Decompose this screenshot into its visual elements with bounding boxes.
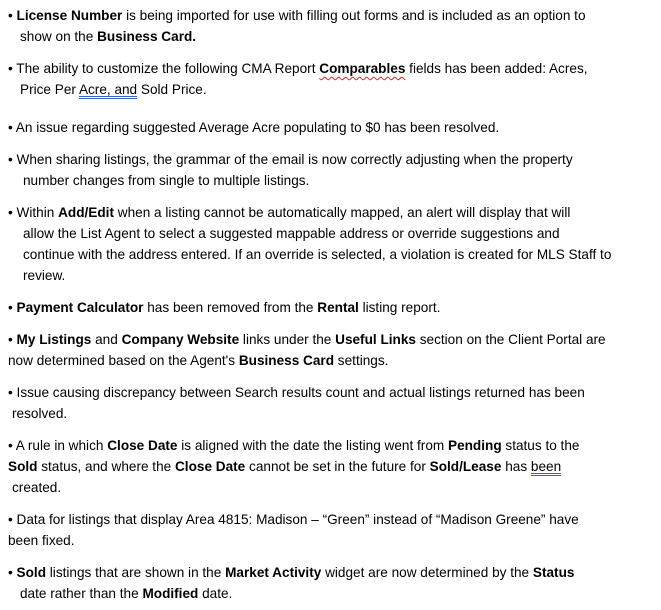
bold-text: Payment Calculator <box>16 300 144 315</box>
text-run: show on the <box>20 29 98 44</box>
text-run: listings that are shown in the <box>46 565 226 580</box>
text-run: • <box>8 300 17 315</box>
text-run: continue with the address entered. If an override is selected, a violation is created for MLS Staff to <box>23 247 612 262</box>
text-line <box>8 329 606 350</box>
text-line <box>8 509 579 530</box>
text-run: has been removed from the <box>143 300 318 315</box>
text-line <box>8 530 75 551</box>
text-run: been fixed. <box>8 533 75 548</box>
text-run: number changes from single to multiple listings. <box>23 173 310 188</box>
text-run: resolved. <box>12 406 68 421</box>
text-line <box>8 350 388 371</box>
text-run: created. <box>12 480 62 495</box>
text-run: now determined based on the Agent's <box>8 353 239 368</box>
bold-text: My Listings <box>16 332 92 347</box>
text-run: Acre, and <box>78 82 138 97</box>
bold-text: Sold/Lease <box>429 459 502 474</box>
bold-text: Pending <box>448 438 502 453</box>
text-line <box>23 170 309 191</box>
text-line <box>20 583 232 604</box>
bold-text: Business Card. <box>97 29 197 44</box>
text-line <box>8 562 574 583</box>
text-run: • Within <box>8 205 59 220</box>
text-line <box>8 297 440 318</box>
text-run: • <box>8 565 17 580</box>
text-line <box>8 58 588 79</box>
text-line <box>23 265 65 286</box>
text-run: status to the <box>501 438 580 453</box>
text-line <box>20 26 196 47</box>
bold-text: Comparables <box>319 61 406 76</box>
bold-text: Modified <box>142 586 199 601</box>
bold-text: Business Card <box>238 353 335 368</box>
text-line <box>8 382 585 403</box>
text-run: fields has been added: Acres, <box>405 61 588 76</box>
text-run: has <box>501 459 531 474</box>
text-line <box>8 149 573 170</box>
text-line <box>8 435 579 456</box>
bold-text: Close Date <box>107 438 178 453</box>
text-run: review. <box>23 268 66 283</box>
bold-text: Add/Edit <box>58 205 114 220</box>
text-run: • A rule in which <box>8 438 108 453</box>
text-run: • An issue regarding suggested Average Acre populating to $0 has been resolved. <box>8 120 500 135</box>
text-run: links under the <box>239 332 336 347</box>
text-run: • <box>8 332 17 347</box>
text-line <box>23 244 611 265</box>
text-run: listing report. <box>358 300 441 315</box>
text-line <box>8 456 561 477</box>
bold-text: Market Activity <box>225 565 322 580</box>
bold-text: License Number <box>16 8 123 23</box>
text-run: date rather than the <box>20 586 143 601</box>
bold-text: Close Date <box>174 459 246 474</box>
text-run: Sold Price. <box>137 82 207 97</box>
bold-text: Sold <box>16 565 46 580</box>
text-run: is being imported for use with filling out forms and is included as an option to <box>122 8 586 23</box>
text-run: status, and where the <box>37 459 175 474</box>
bold-text: Status <box>532 565 575 580</box>
text-line <box>20 79 207 100</box>
text-line <box>8 202 570 223</box>
text-run: when a listing cannot be automatically mapped, an alert will display that will <box>113 205 571 220</box>
text-run: cannot be set in the future for <box>245 459 430 474</box>
text-line <box>8 117 499 138</box>
bold-text: Sold <box>8 459 38 474</box>
text-run: been <box>530 459 562 474</box>
text-run: and <box>91 332 122 347</box>
bold-text: Company Website <box>121 332 240 347</box>
bold-text: Useful Links <box>335 332 416 347</box>
text-run: settings. <box>334 353 389 368</box>
text-line <box>23 223 560 244</box>
text-run: allow the List Agent to select a suggested mappable address or override suggestions and <box>23 226 560 241</box>
text-line <box>8 5 586 26</box>
text-run: • <box>8 8 17 23</box>
bold-text: Rental <box>317 300 359 315</box>
text-line <box>12 477 61 498</box>
text-run: date. <box>198 586 233 601</box>
text-run: section on the Client Portal are <box>415 332 606 347</box>
text-run: • The ability to customize the following CMA Report <box>8 61 320 76</box>
text-run: is aligned with the date the listing went from <box>177 438 448 453</box>
text-run: widget are now determined by the <box>321 565 533 580</box>
text-line <box>12 403 67 424</box>
text-run: Price Per <box>20 82 79 97</box>
text-run: • Data for listings that display Area 4815: Madison – “Green” instead of “Madison Greene” have <box>8 512 579 527</box>
text-run: • Issue causing discrepancy between Search results count and actual listings returned has been <box>8 385 585 400</box>
text-run: • When sharing listings, the grammar of the email is now correctly adjusting when the property <box>8 152 573 167</box>
